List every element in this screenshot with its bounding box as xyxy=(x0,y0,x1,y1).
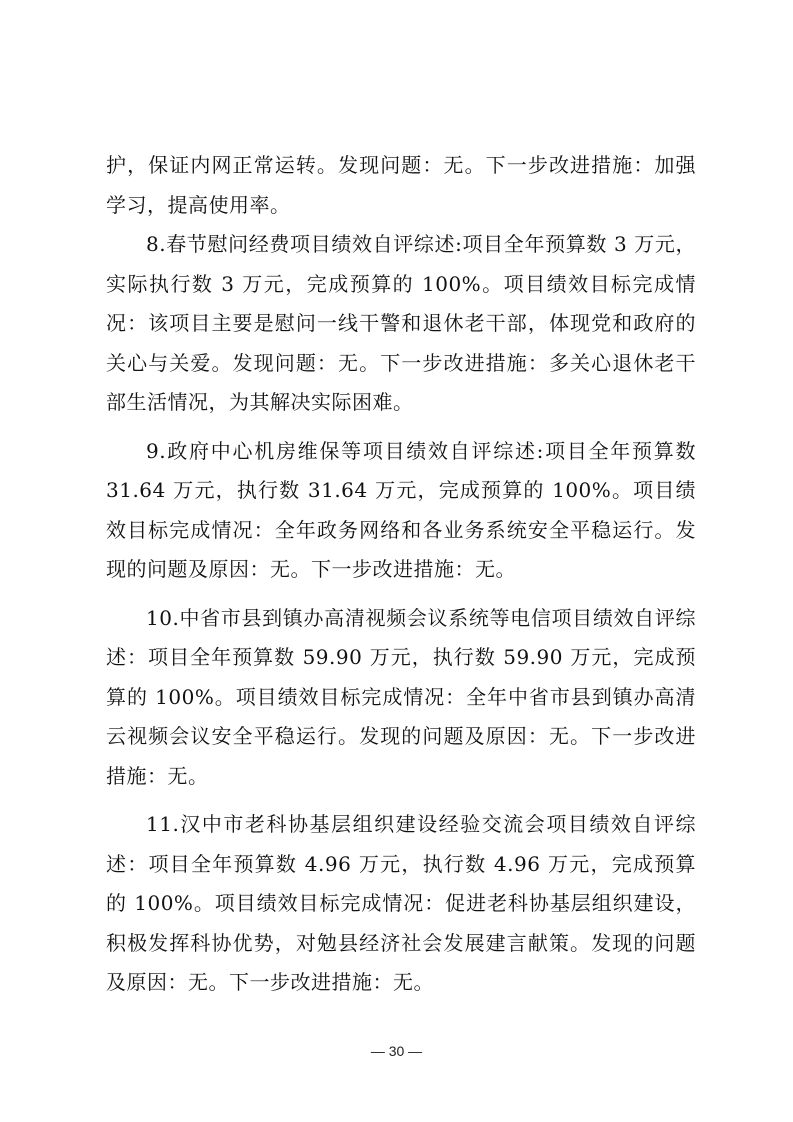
page-number: — 30 — xyxy=(370,1043,423,1059)
paragraph-item-10: 10.中省市县到镇办高清视频会议系统等电信项目绩效自评综述：项目全年预算数 59.90 万元，执行数 59.90 万元，完成预算的 100%。项目绩效目标完成情况：全年中省市县到镇办高清云视频会议安全平稳运行。发现的问题及原因：无。下一步改进措施：无。 xyxy=(106,605,696,788)
paragraph-item-8: 8.春节慰问经费项目绩效自评综述:项目全年预算数 3 万元，实际执行数 3 万元，完成预算的 100%。项目绩效目标完成情况：该项目主要是慰问一线干警和退休老干部，体现党和政府的关心与关爱。发现问题：无。下一步改进措施：多关心退休老干部生活情况，为其解决实际困难。 xyxy=(106,232,696,414)
paragraph-continuation: 护，保证内网正常运转。发现问题：无。下一步改进措施：加强学习，提高使用率。 xyxy=(106,153,696,217)
paragraph-item-11: 11.汉中市老科协基层组织建设经验交流会项目绩效自评综述：项目全年预算数 4.96 万元，执行数 4.96 万元，完成预算的 100%。项目绩效目标完成情况：促进老科协基层组织建设，积极发挥科协优势，对勉县经济社会发展建言献策。发现的问题及原因：无。下一步改进措施：无。 xyxy=(106,812,696,994)
paragraph-item-9: 9.政府中心机房维保等项目绩效自评综述:项目全年预算数 31.64 万元，执行数 31.64 万元，完成预算的 100%。项目绩效目标完成情况：全年政务网络和各业务系统安全平稳运行。发现的问题及原因：无。下一步改进措施：无。 xyxy=(106,438,696,581)
body-text xyxy=(106,146,696,1003)
